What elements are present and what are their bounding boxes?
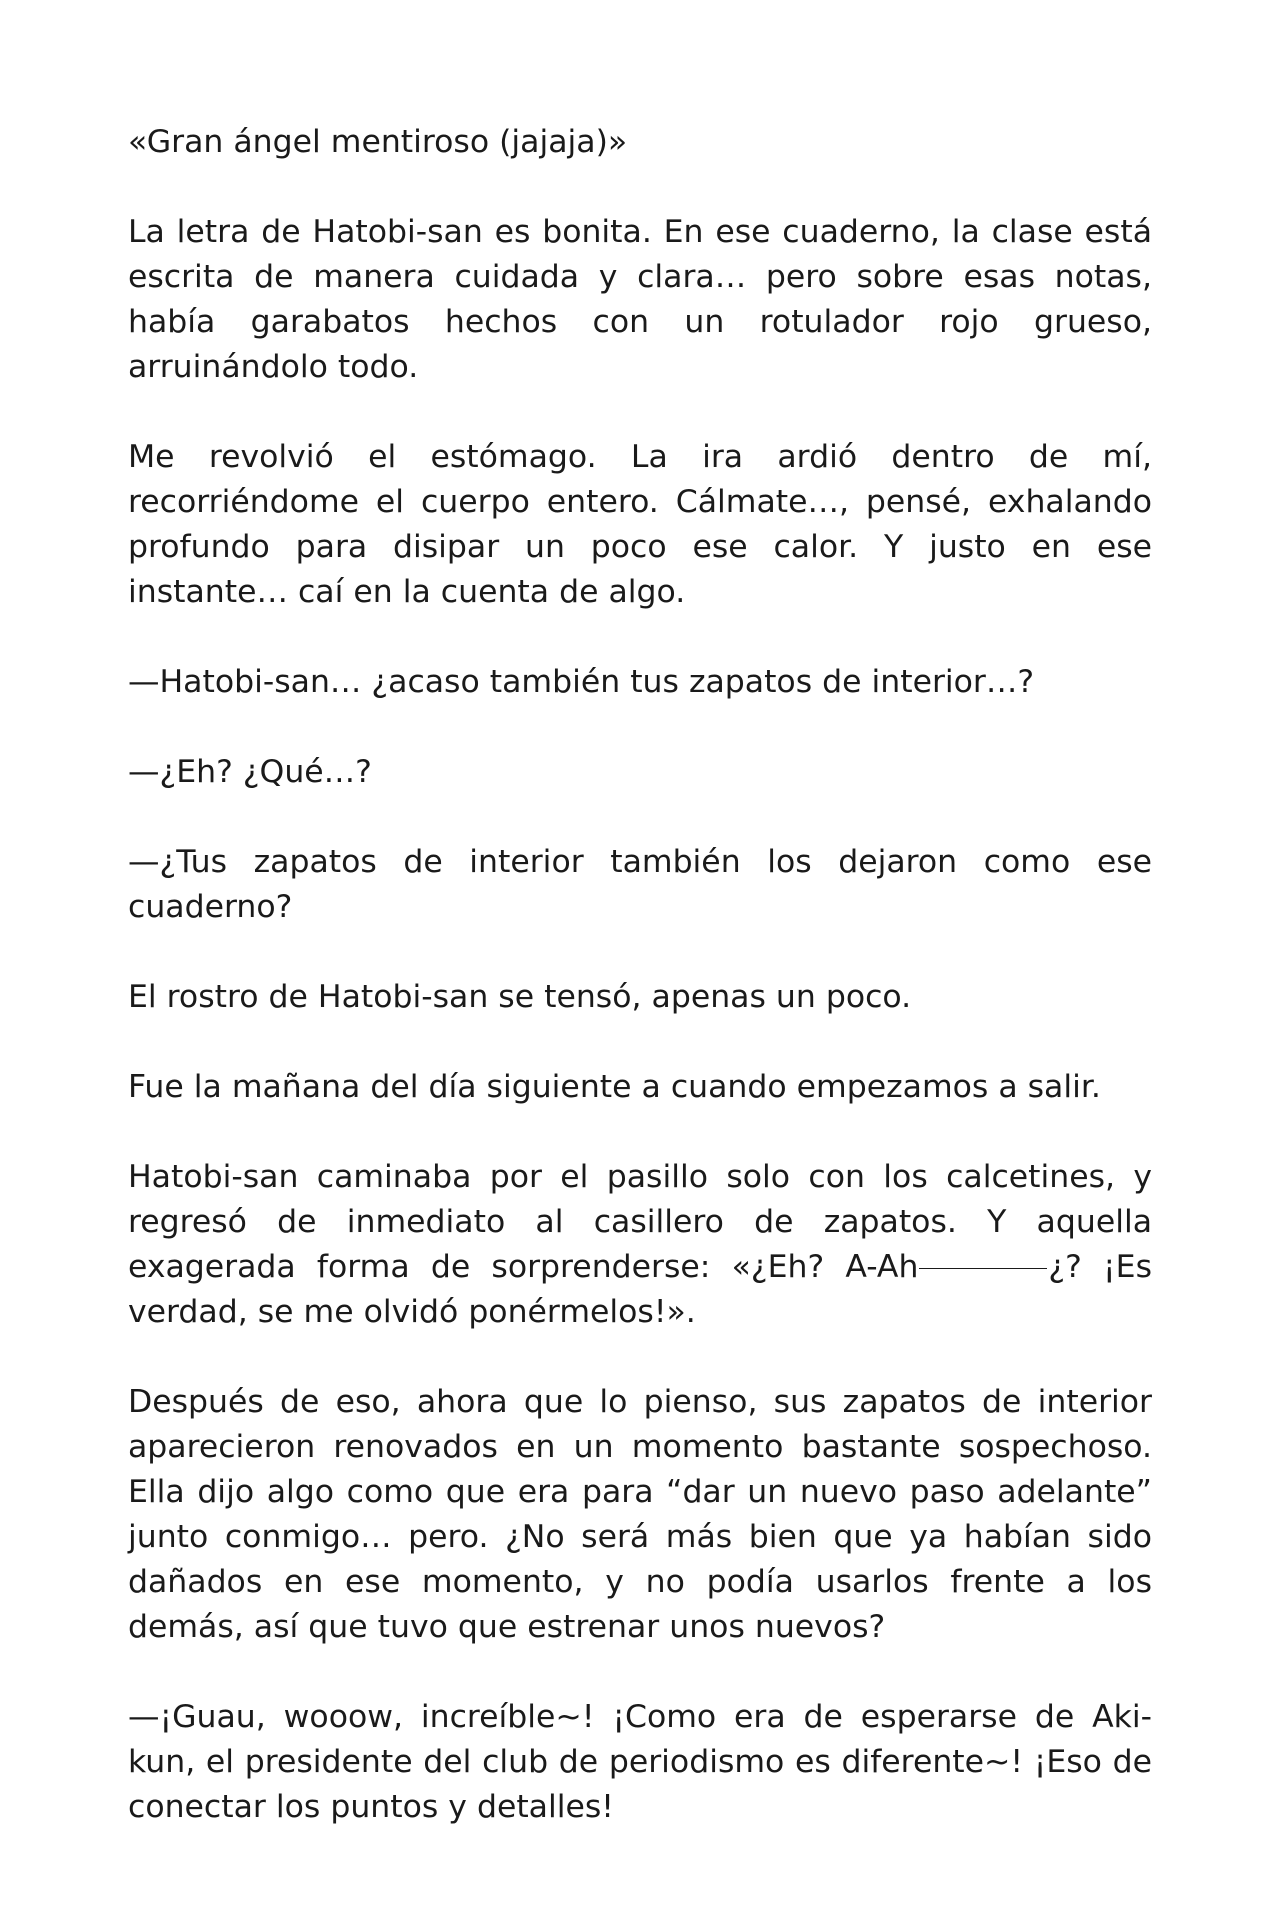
paragraph-title-quote: «Gran ángel mentiroso (jajaja)» (128, 124, 628, 160)
dialogue-eh-what: —¿Eh? ¿Qué…? (128, 754, 372, 790)
dialogue-shoes-question: —Hatobi-san… ¿acaso también tus zapatos de interior…? (128, 664, 1035, 700)
document-page (128, 120, 1152, 1875)
paragraph-face-tensed: El rostro de Hatobi-san se tensó, apenas un poco. (128, 979, 912, 1015)
paragraph-next-morning: Fue la mañana del día siguiente a cuando empezamos a salir. (128, 1069, 1101, 1105)
paragraph-hallway-socks (128, 1155, 1152, 1335)
long-dash-rule (919, 1268, 1047, 1269)
hallway-text-after: ¿? ¡Es verdad, se me olvidó ponérmelos!». (128, 1249, 1152, 1330)
dialogue-shoes-notebook: —¿Tus zapatos de interior también los dejaron como ese cuaderno? (128, 844, 1152, 925)
paragraph-anger: Me revolvió el estómago. La ira ardió dentro de mí, recorriéndome el cuerpo entero. Cálmate…, pensé, exhalando profundo para disipar un poco ese calor. Y justo en ese instante… caí en la cuenta de algo. (128, 439, 1152, 610)
paragraph-renewed-shoes: Después de eso, ahora que lo pienso, sus zapatos de interior aparecieron renovados en un momento bastante sospechoso. Ella dijo algo como que era para “dar un nuevo paso adelante” junto conmigo… pero. ¿No será más bien que ya habían sido dañados en ese momento, y no podía usarlos frente a los demás, así que tuvo que estrenar unos nuevos? (128, 1384, 1152, 1645)
hallway-text-before: Hatobi-san caminaba por el pasillo solo con los calcetines, y regresó de inmediato al casillero de zapatos. Y aquella exagerada forma de sorprenderse: «¿Eh? A-Ah (128, 1159, 1152, 1285)
paragraph-handwriting: La letra de Hatobi-san es bonita. En ese cuaderno, la clase está escrita de manera cuidada y clara… pero sobre esas notas, había garabatos hechos con un rotulador rojo grueso, arruinándolo todo. (128, 214, 1152, 385)
dialogue-wow-amazing: —¡Guau, wooow, increíble~! ¡Como era de esperarse de Aki-kun, el presidente del club de periodismo es diferente~! ¡Eso de conectar los puntos y detalles! (128, 1699, 1152, 1825)
